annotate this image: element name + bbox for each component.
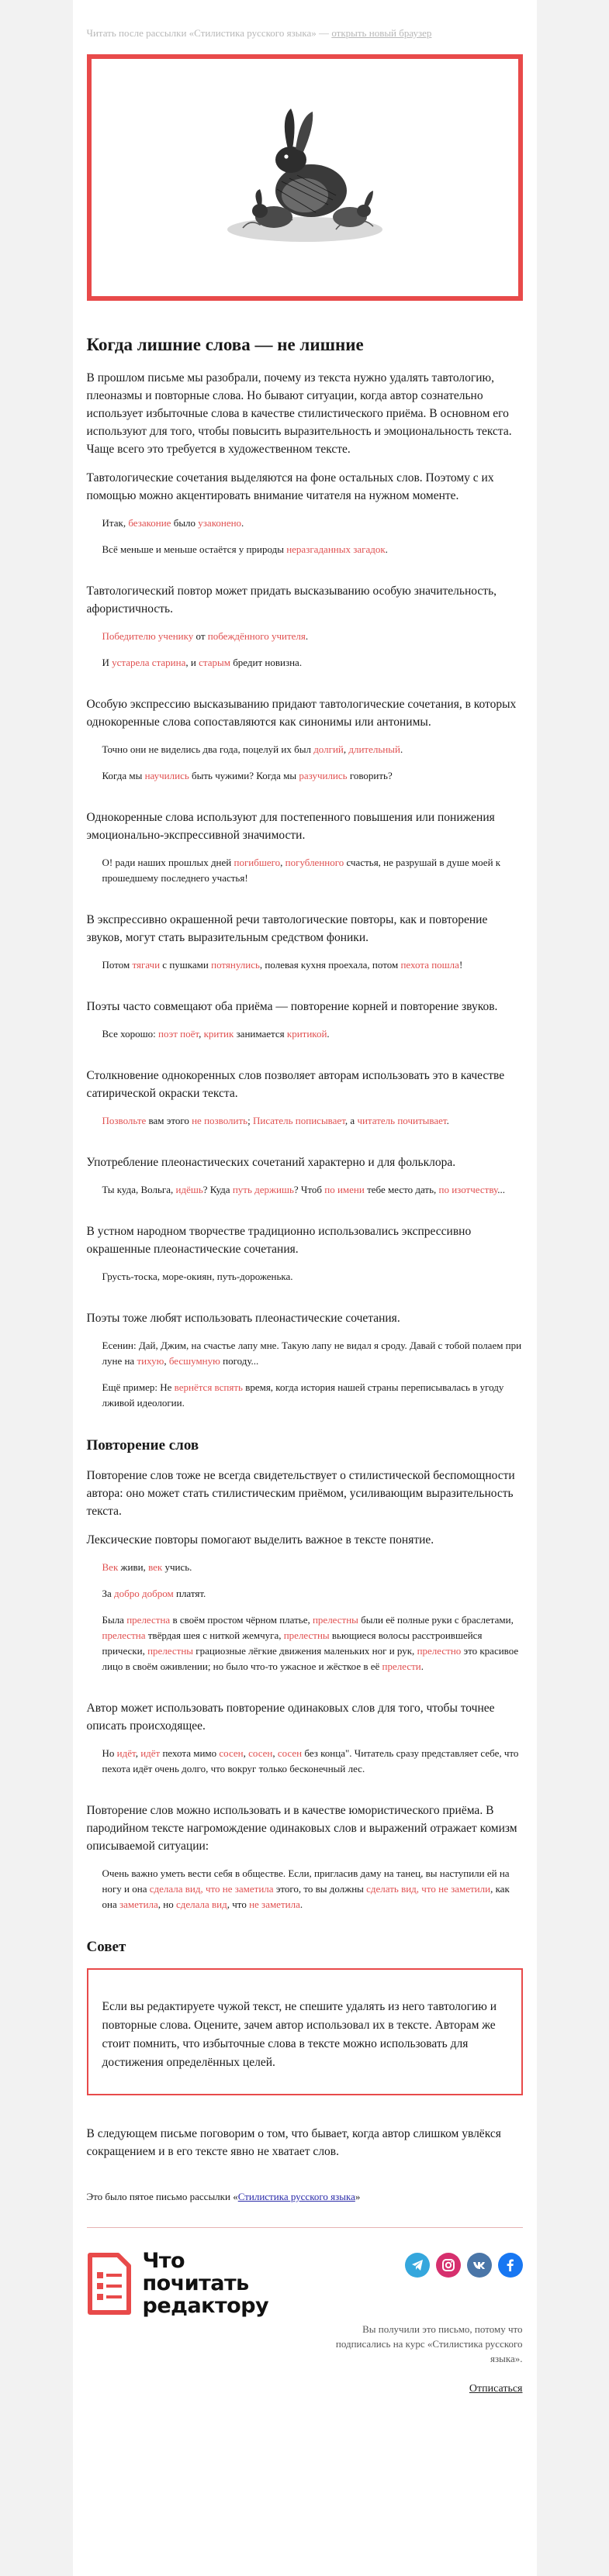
- unsubscribe-row: [87, 2383, 523, 2395]
- highlighted-word: бесшумную: [168, 1355, 220, 1367]
- highlighted-word: заметила: [119, 1898, 158, 1910]
- example-line: [102, 1866, 523, 1912]
- example-text: в своём простом чёрном платье,: [170, 1614, 313, 1626]
- highlighted-word: прелестна: [102, 1629, 146, 1641]
- highlighted-word: старым: [199, 657, 230, 668]
- highlighted-word: долгий: [313, 743, 344, 755]
- section-paragraph: В устном народном творчестве традиционно использовались экспрессивно окрашенные плеонастические сочетания.: [86, 1225, 472, 1256]
- highlighted-word: сосен: [248, 1747, 273, 1759]
- example-text: Но: [102, 1747, 117, 1759]
- highlighted-word: потянулись: [211, 959, 260, 971]
- section2-examples-2: [87, 1746, 523, 1777]
- footer-top: [87, 2250, 523, 2317]
- example-text: ,: [199, 1028, 204, 1040]
- example-block: [87, 1026, 523, 1042]
- example-text: ,: [272, 1747, 278, 1759]
- highlighted-word: поэт поёт: [158, 1028, 199, 1040]
- section2-examples-3: [87, 1866, 523, 1912]
- highlighted-word: прелестны: [312, 1614, 358, 1626]
- example-text: ,: [280, 857, 285, 868]
- intro-paragraph-2: Тавтологические сочетания выделяются на фоне остальных слов. Поэтому с их помощью можно акцентировать внимание читателя на нужном моменте.: [86, 471, 494, 502]
- example-line: [102, 1113, 523, 1129]
- example-line: [102, 1586, 523, 1602]
- instagram-icon[interactable]: [436, 2253, 461, 2278]
- example-text: !: [458, 959, 463, 971]
- example-text: Была: [102, 1614, 127, 1626]
- example-text: ,: [164, 1355, 169, 1367]
- hero-image: [87, 54, 523, 301]
- highlighted-word: вернётся вспять: [174, 1381, 243, 1393]
- example-block: [87, 1113, 523, 1129]
- example-text: от: [193, 630, 208, 642]
- example-text: было: [171, 517, 199, 529]
- highlighted-word: не позволить: [192, 1115, 248, 1126]
- highlighted-word: идёт: [140, 1747, 161, 1759]
- highlighted-word: побеждённого учителя: [207, 630, 306, 642]
- example-text: учись.: [162, 1561, 192, 1573]
- series-note: [87, 2190, 523, 2204]
- example-block: [87, 855, 523, 886]
- example-block: [87, 1182, 523, 1198]
- example-text: Точно они не виделись два года, поцелуй их был: [102, 743, 314, 755]
- facebook-icon[interactable]: [498, 2253, 523, 2278]
- highlighted-word: прелестна: [126, 1614, 171, 1626]
- example-text: О! ради наших прошлых дней: [102, 857, 234, 868]
- example-block: [87, 1269, 523, 1285]
- example-text: , но: [157, 1898, 177, 1910]
- series-note-prefix: Это было пятое письмо рассылки «: [86, 2191, 238, 2202]
- example-text: погоду...: [220, 1355, 259, 1367]
- section2-paragraph-4: Повторение слов можно использовать и в качестве юмористического приёма. В пародийном тексте нагромождение одинаковых слов и выражений отражает комизм описываемой ситуации:: [86, 1804, 517, 1853]
- document-list-icon: [87, 2252, 132, 2316]
- highlighted-word: Позвольте: [102, 1115, 147, 1126]
- example-text: говорить?: [347, 770, 393, 781]
- example-text: этого, то вы должны: [273, 1883, 367, 1895]
- section-paragraph: Столкновение однокоренных слов позволяет авторам использовать это в качестве сатирической окраски текста.: [86, 1069, 505, 1100]
- example-line: [102, 516, 523, 531]
- highlighted-word: сделала вид, что не заметила: [149, 1883, 274, 1895]
- example-line: [102, 629, 523, 644]
- example-line: [102, 957, 523, 973]
- telegram-icon[interactable]: [405, 2253, 430, 2278]
- series-note-suffix: »: [355, 2191, 361, 2202]
- footer-logo[interactable]: [87, 2250, 290, 2317]
- example-text: пехота мимо: [160, 1747, 220, 1759]
- example-text: ,: [135, 1747, 141, 1759]
- example-line: [102, 1338, 523, 1369]
- unsubscribe-link[interactable]: Отписаться: [469, 2383, 523, 2395]
- example-text: .: [305, 630, 309, 642]
- highlighted-word: длительный: [348, 743, 400, 755]
- example-text: ;: [247, 1115, 253, 1126]
- example-text: время, когда история нашей страны переписывалась в угоду лживой идеологии.: [102, 1381, 504, 1409]
- example-text: , и: [185, 657, 199, 668]
- example-line: [102, 1746, 523, 1777]
- preheader-link[interactable]: открыть новый браузер: [331, 27, 432, 39]
- example-text: Потом: [102, 959, 133, 971]
- preheader: [87, 26, 523, 40]
- highlighted-word: погубленного: [285, 857, 344, 868]
- example-line: [102, 742, 523, 757]
- example-line: [102, 542, 523, 557]
- example-block: [87, 957, 523, 973]
- section-paragraph: Поэты часто совмещают оба приёма — повторение корней и повторение звуков.: [86, 1000, 498, 1013]
- example-text: Грусть-тоска, море-окиян, путь-дороженька.: [102, 1271, 293, 1282]
- section2-paragraph-3: Автор может использовать повторение одинаковых слов для того, чтобы точнее описать происходящее.: [86, 1702, 495, 1733]
- section-paragraph: Однокоренные слова используют для постепенного повышения или понижения эмоционально-экспрессивной значимости.: [86, 811, 495, 842]
- closing-paragraph: В следующем письме поговорим о том, что бывает, когда автор слишком увлёкся сокращением и в его тексте явно не хватает слов.: [86, 2127, 501, 2158]
- section-paragraph: Употребление плеонастических сочетаний характерно и для фольклора.: [86, 1156, 456, 1169]
- rabbits-engraving-image: [220, 104, 390, 251]
- highlighted-word: прелестно: [417, 1645, 462, 1657]
- email-sheet: [73, 0, 537, 2576]
- highlighted-word: сосен: [277, 1747, 303, 1759]
- example-text: ,: [343, 743, 349, 755]
- sections-container: [87, 516, 523, 1411]
- example-text: с пушками: [160, 959, 212, 971]
- highlighted-word: научились: [144, 770, 189, 781]
- example-text: Есенин: Дай, Джим, на счастье лапу мне. Такую лапу не видал я сроду. Давай с тобой полаем при луне на: [102, 1340, 522, 1367]
- highlighted-word: тягачи: [132, 959, 161, 971]
- section-paragraph: Тавтологический повтор может придать высказыванию особую значительность, афористичность.: [86, 585, 497, 616]
- section-paragraph: Особую экспрессию высказыванию придают тавтологические сочетания, в которых однокоренные слова сопоставляются как синонимы или антонимы.: [86, 698, 517, 729]
- highlighted-word: идёт: [116, 1747, 136, 1759]
- example-text: Ты куда, Вольга,: [102, 1184, 176, 1195]
- highlighted-word: по изотчеству: [438, 1184, 498, 1195]
- example-text: тебе место дать,: [364, 1184, 439, 1195]
- example-text: были её полные руки с браслетами,: [358, 1614, 514, 1626]
- example-text: .: [327, 1028, 330, 1040]
- example-line: [102, 768, 523, 784]
- highlighted-word: безаконие: [128, 517, 171, 529]
- highlighted-word: тихую: [137, 1355, 164, 1367]
- example-line: [102, 1182, 523, 1198]
- example-text: Все хорошо:: [102, 1028, 158, 1040]
- example-line: [102, 1560, 523, 1575]
- highlighted-word: сделать вид, что не заметили: [366, 1883, 491, 1895]
- highlighted-word: устарела старина: [112, 657, 186, 668]
- highlighted-word: Век: [102, 1561, 119, 1573]
- example-line: [102, 1612, 523, 1674]
- example-text: ? Чтоб: [293, 1184, 325, 1195]
- example-text: За: [102, 1588, 115, 1599]
- highlighted-word: идёшь: [175, 1184, 203, 1195]
- example-text: счастья, не разрушай в душе моей к прошедшему последнего участья!: [102, 857, 501, 884]
- example-text: бредит новизна.: [230, 657, 303, 668]
- social-links: [405, 2253, 523, 2278]
- example-text: .: [420, 1660, 424, 1672]
- footer-logo-text: Что почитать редактору: [142, 2249, 269, 2318]
- example-line: [102, 1026, 523, 1042]
- example-text: , а: [344, 1115, 358, 1126]
- example-text: , полевая кухня проехала, потом: [259, 959, 401, 971]
- highlighted-word: пехота пошла: [400, 959, 459, 971]
- highlighted-word: Писатель пописывает: [252, 1115, 345, 1126]
- example-text: быть чужими? Когда мы: [189, 770, 299, 781]
- highlighted-word: век: [148, 1561, 163, 1573]
- section2-examples-1: [87, 1560, 523, 1674]
- example-text: без конца". Читатель сразу представляет себе, что пехота идёт очень долго, что вокруг только бесконечный лес.: [102, 1747, 519, 1774]
- example-block: [87, 742, 523, 784]
- highlighted-word: прелестны: [283, 1629, 330, 1641]
- highlighted-word: Победителю ученику: [102, 630, 194, 642]
- advice-title: Совет: [86, 1939, 126, 1955]
- highlighted-word: неразгаданных загадок: [286, 543, 386, 555]
- example-text: .: [241, 517, 244, 529]
- example-text: Когда мы: [102, 770, 145, 781]
- example-text: живи,: [118, 1561, 149, 1573]
- example-text: вам этого: [146, 1115, 192, 1126]
- highlighted-word: узаконено: [198, 517, 242, 529]
- example-text: .: [385, 543, 388, 555]
- example-block: [87, 1338, 523, 1411]
- highlighted-word: погибшего: [234, 857, 281, 868]
- intro-paragraph-1: В прошлом письме мы разобрали, почему из текста нужно удалять тавтологию, плеоназмы и повторные слова. Но бывают ситуации, когда автор сознательно использует избыточные слова в качестве стилистического приёма. В основном его используют для того, чтобы повысить выразительность и эмоциональность текста. Чаще всего это требуется в художественном тексте.: [86, 371, 512, 456]
- advice-text: Если вы редактируете чужой текст, не спешите удалять из него тавтологию и повторные слова. Оцените, зачем автор использовал их в тексте. Авторам же стоит помнить, что избыточные слова в тексте можно использовать для достижения определённых целей.: [102, 2000, 497, 2069]
- example-text: , как она: [102, 1883, 510, 1910]
- example-text: .: [400, 743, 403, 755]
- example-text: Всё меньше и меньше остаётся у природы: [102, 543, 287, 555]
- example-line: [102, 655, 523, 671]
- example-text: Итак,: [102, 517, 129, 529]
- example-line: [102, 1269, 523, 1285]
- example-text: И: [102, 657, 112, 668]
- example-text: занимается: [234, 1028, 287, 1040]
- preheader-text: Читать после рассылки «Стилистика русского языка» —: [86, 27, 330, 39]
- highlighted-word: разучились: [299, 770, 348, 781]
- section2-paragraph-2: Лексические повторы помогают выделить важное в тексте понятие.: [86, 1533, 434, 1547]
- article-title: Когда лишние слова — не лишние: [86, 335, 364, 354]
- example-text: ? Куда: [202, 1184, 233, 1195]
- example-block: [87, 629, 523, 671]
- example-text: твёрдая шея с ниткой жемчуга,: [145, 1629, 284, 1641]
- highlighted-word: критикой: [286, 1028, 327, 1040]
- section-paragraph: В экспрессивно окрашенной речи тавтологические повторы, как и повторение звуков, могут стать выразительным средством фоники.: [86, 913, 488, 944]
- footer-note: Вы получили это письмо, потому что подписались на курс «Стилистика русского языка».: [335, 2323, 523, 2364]
- example-line: [102, 855, 523, 886]
- highlighted-word: прелестны: [147, 1645, 194, 1657]
- example-text: ,: [243, 1747, 249, 1759]
- section-paragraph: Поэты тоже любят использовать плеонастические сочетания.: [86, 1312, 400, 1325]
- highlighted-word: не заметила: [249, 1898, 300, 1910]
- section2-paragraph-1: Повторение слов тоже не всегда свидетельствует о стилистической беспомощности автора: оно может стать стилистическим приёмом, усиливающим выразительность текста.: [86, 1469, 515, 1518]
- example-text: Ещё пример: Не: [102, 1381, 175, 1393]
- example-text: .: [446, 1115, 449, 1126]
- example-text: Очень важно уметь вести себя в обществе. Если, пригласив даму на танец, вы наступили ей на ногу и она: [102, 1867, 510, 1895]
- footer-divider: [87, 2227, 523, 2228]
- highlighted-word: путь держишь: [232, 1184, 294, 1195]
- vk-icon[interactable]: [467, 2253, 492, 2278]
- section2-title: Повторение слов: [86, 1437, 199, 1454]
- highlighted-word: сделала вид: [176, 1898, 227, 1910]
- example-text: грациозные лёгкие движения маленьких ног и рук,: [193, 1645, 417, 1657]
- highlighted-word: критик: [203, 1028, 234, 1040]
- example-text: вьющиеся волосы расстроившейся прически,: [102, 1629, 483, 1657]
- highlighted-word: читатель почитывает: [357, 1115, 447, 1126]
- example-text: ...: [497, 1184, 505, 1195]
- example-text: , что: [227, 1898, 250, 1910]
- highlighted-word: по имени: [324, 1184, 365, 1195]
- highlighted-word: добро добром: [114, 1588, 174, 1599]
- example-text: платят.: [173, 1588, 206, 1599]
- advice-box: [87, 1968, 523, 2095]
- example-text: это красивое лицо в своём оживлении; но было что-то ужасное и жёсткое в её: [102, 1645, 519, 1672]
- highlighted-word: сосен: [219, 1747, 244, 1759]
- example-line: [102, 1380, 523, 1411]
- example-text: .: [299, 1898, 303, 1910]
- series-link[interactable]: Стилистика русского языка: [237, 2191, 355, 2202]
- example-block: [87, 516, 523, 557]
- highlighted-word: прелести: [382, 1660, 421, 1672]
